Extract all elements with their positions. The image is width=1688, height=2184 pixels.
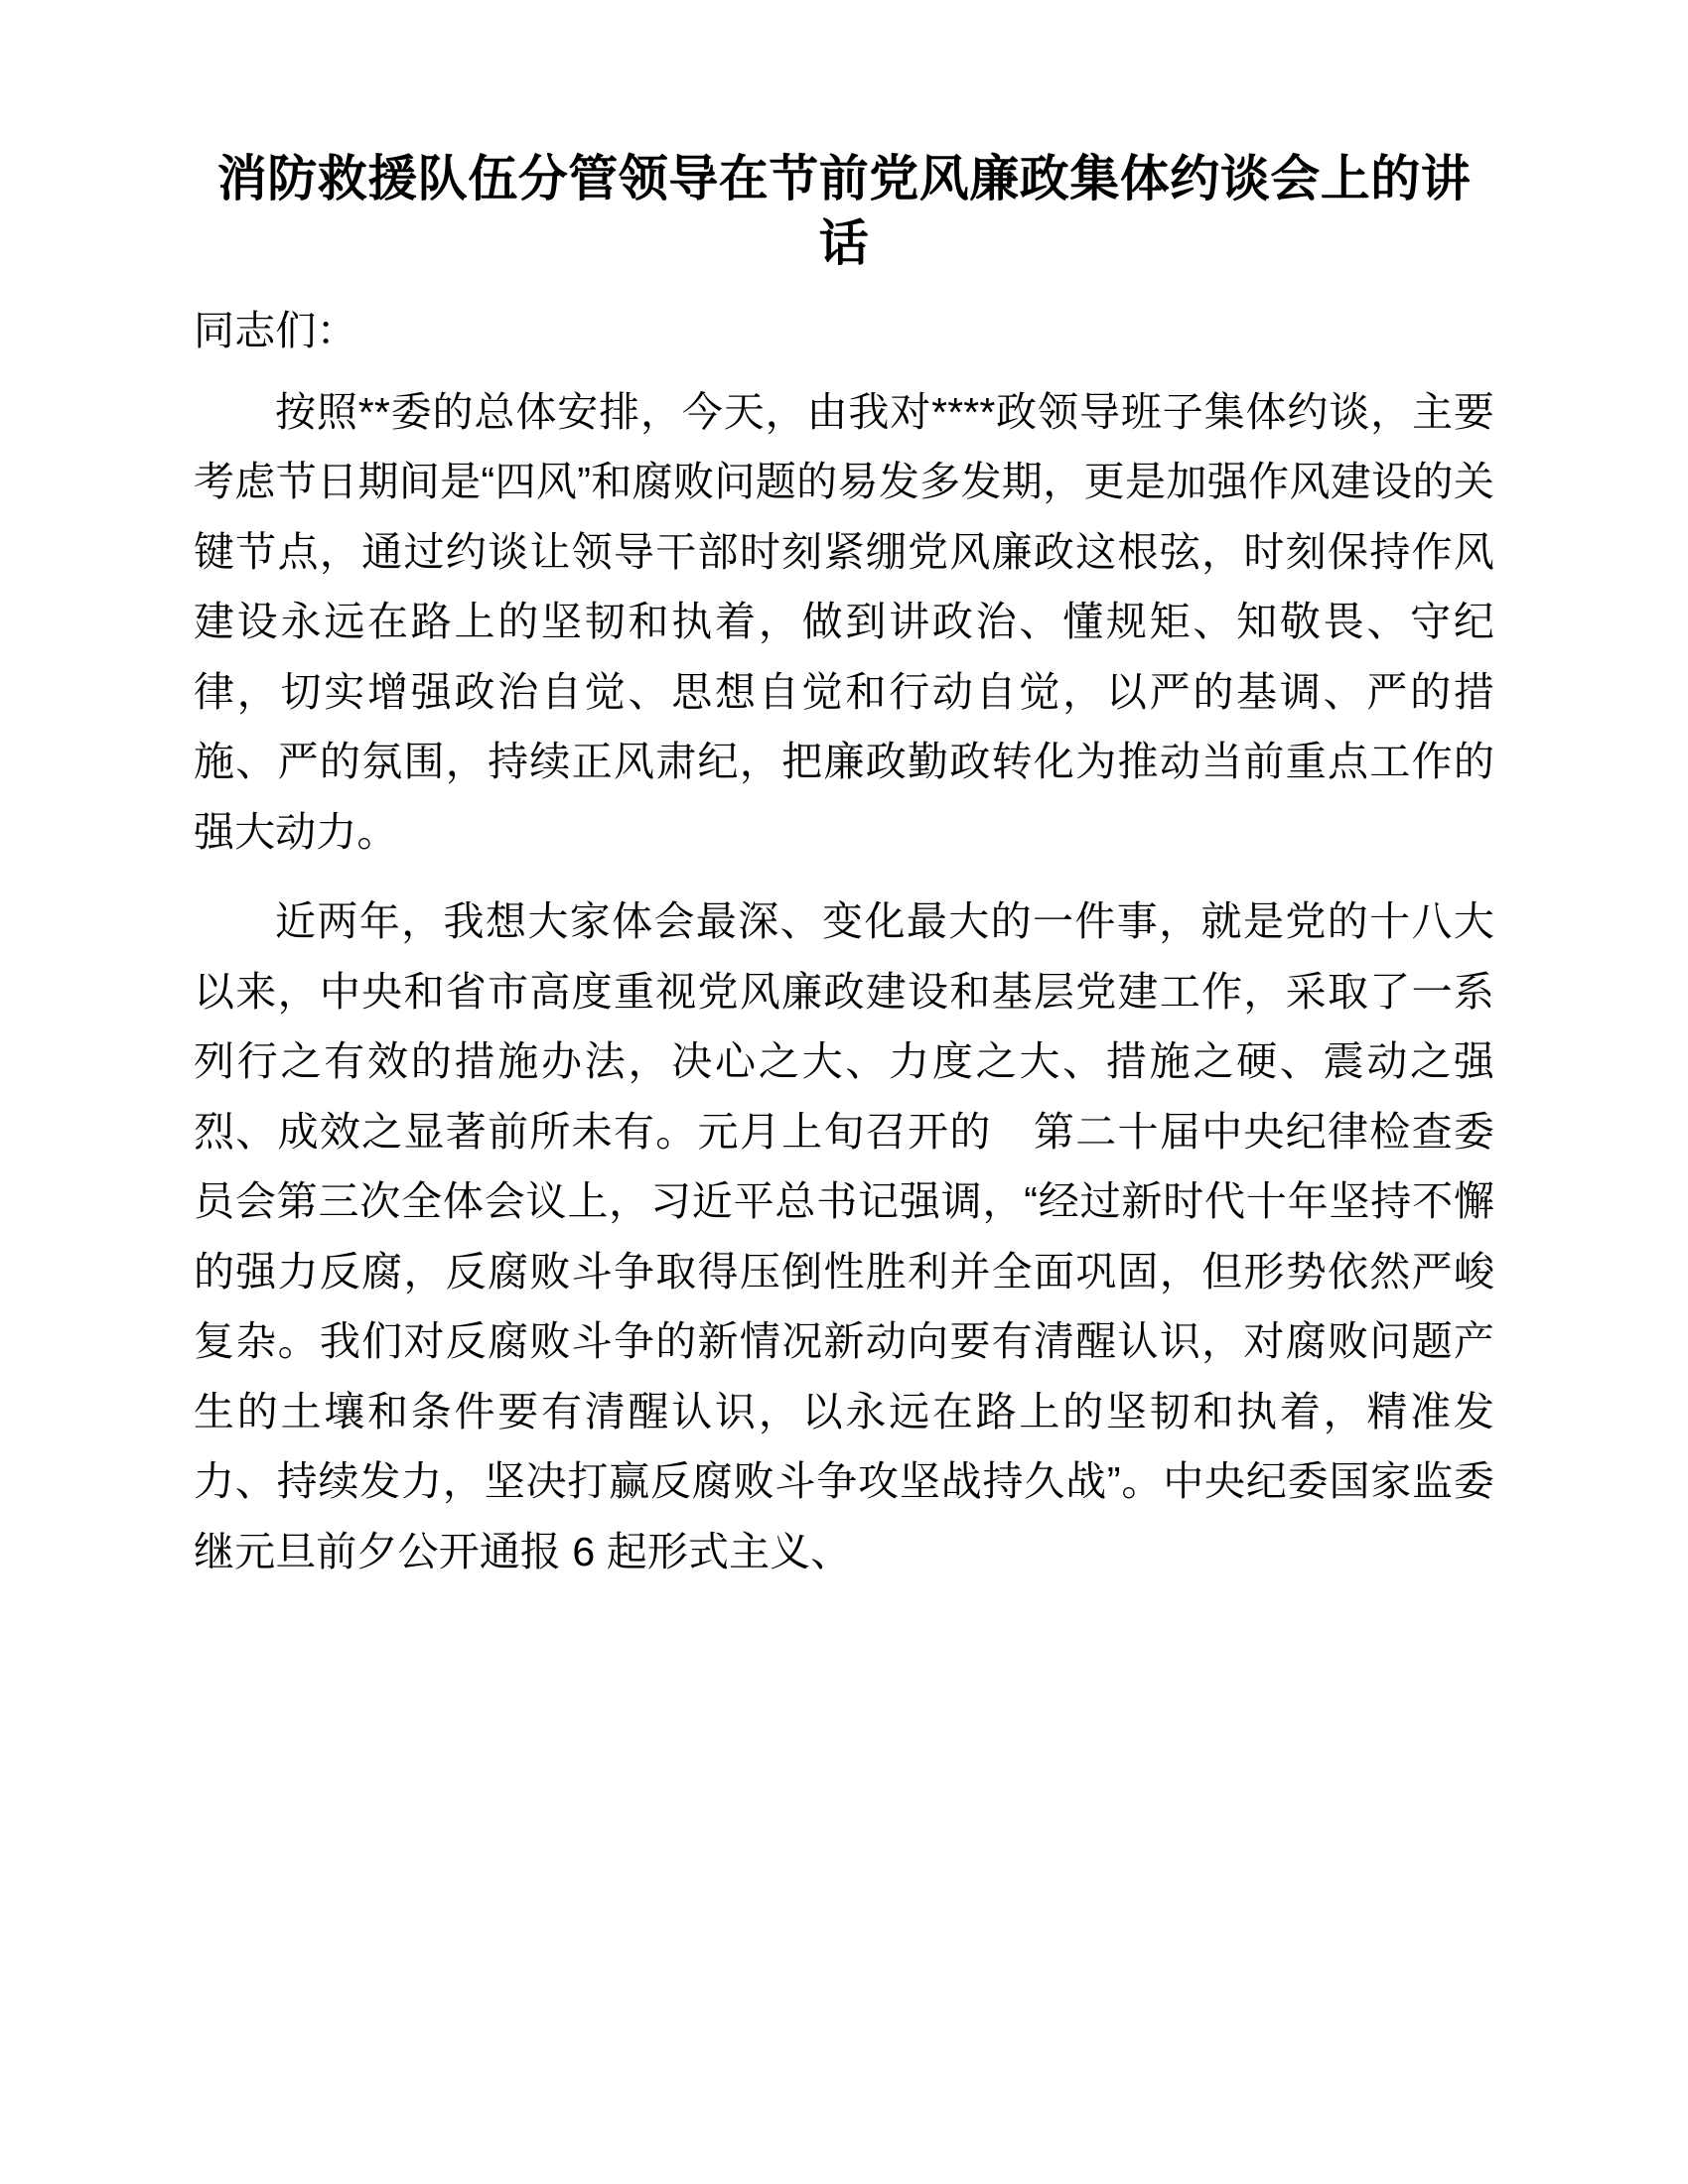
page-title — [194, 147, 1494, 276]
body-paragraph-2: 近两年，我想大家体会最深、变化最大的一件事，就是党的十八大以来，中央和省市高度重视党风廉政建设和基层党建工作，采取了一系列行之有效的措施办法，决心之大、力度之大、措施之硬、震动之强烈、成效之显著前所未有。元月上旬召开的 第二十届中央纪律检查委员会第三次全体会议上，习近平总书记强调，“经过新时代十年坚持不懈的强力反腐，反腐败斗争取得压倒性胜利并全面巩固，但形势依然严峻复杂。我们对反腐败斗争的新情况新动向要有清醒认识，对腐败问题产生的土壤和条件要有清醒认识，以永远在路上的坚韧和执着，精准发力、持续发力，坚决打赢反腐败斗争攻坚战持久战”。中央纪委国家监委继元旦前夕公开通报 6 起形式主义、 — [194, 898, 1494, 1574]
salutation: 同志们： — [194, 308, 357, 353]
page-title-line-1: 消防救援队伍分管领导在节前党风廉政集体约 — [216, 151, 1220, 206]
page-title-line-2: 谈会上的讲话 — [818, 151, 1472, 271]
body-paragraph-1: 按照**委的总体安排，今天，由我对****政领导班子集体约谈，主要考虑节日期间是“四风”和腐败问题的易发多发期，更是加强作风建设的关键节点，通过约谈让领导干部时刻紧绷党风廉政这根弦，时刻保持作风建设永远在路上的坚韧和执着，做到讲政治、懂规矩、知敬畏、守纪律，切实增强政治自觉、思想自觉和行动自觉，以严的基调、严的措施、严的氛围，持续正风肃纪，把廉政勤政转化为推动当前重点工作的强大动力。 — [194, 388, 1494, 855]
